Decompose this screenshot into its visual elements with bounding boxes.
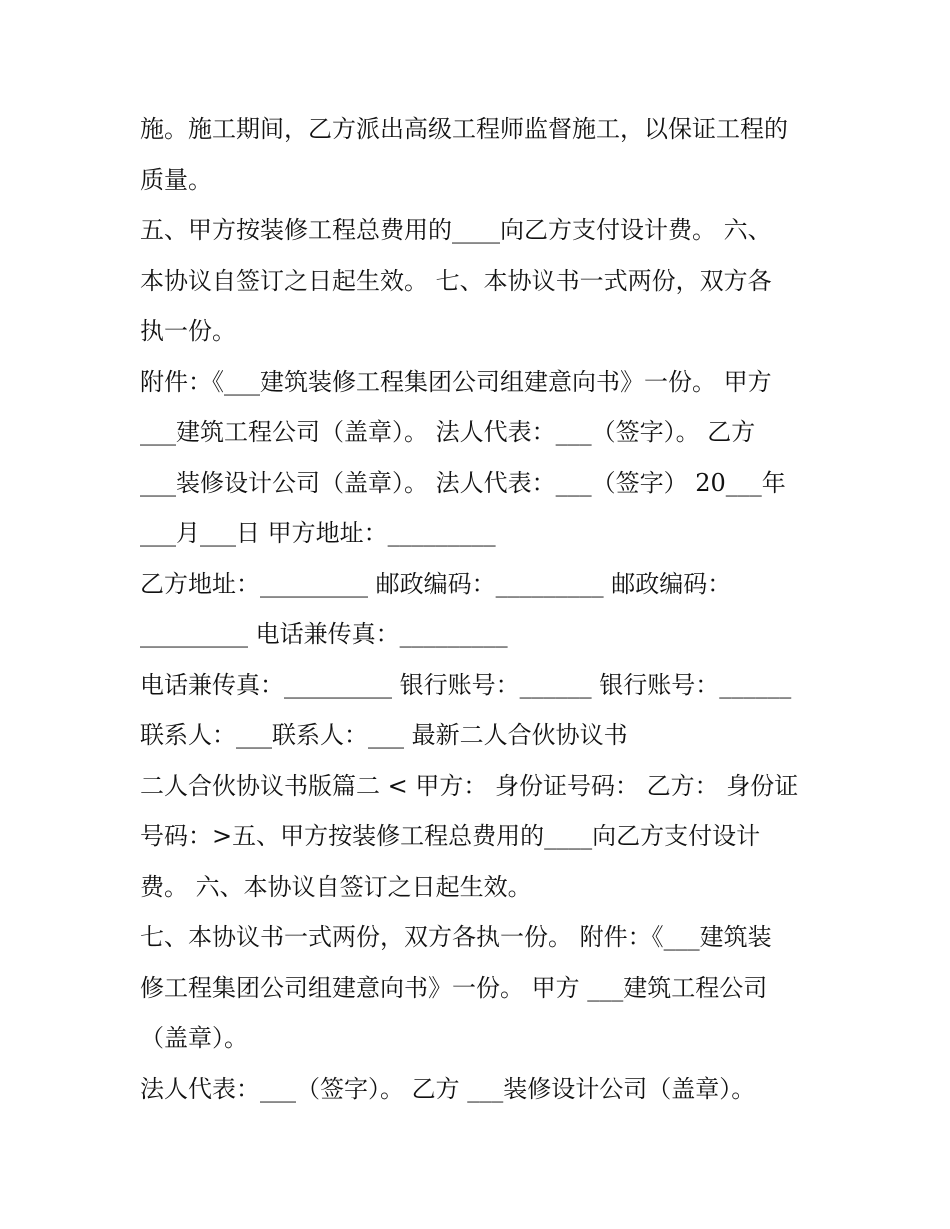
text-line: （盖章）。 — [140, 1024, 248, 1052]
text-line: 五、甲方按装修工程总费用的____向乙方支付设计费。 六、 — [140, 216, 772, 244]
text-line: 费。 六、本协议自签订之日起生效。 — [140, 872, 532, 901]
text-line: ___装修设计公司（盖章）。 法人代表：___（签字） 20___年 — [140, 468, 786, 497]
text-line: ___月___日 甲方地址：_________ — [140, 519, 496, 547]
text-line: 执一份。 — [140, 317, 236, 345]
document-body — [140, 104, 820, 1114]
text-line: 联系人：___联系人：___ 最新二人合伙协议书 — [140, 721, 628, 749]
text-line: 施。施工期间，乙方派出高级工程师监督施工，以保证工程的 — [140, 115, 788, 143]
text-line: 七、本协议书一式两份，双方各执一份。 附件：《___建筑装 — [140, 923, 772, 951]
text-line: _________ 电话兼传真：_________ — [140, 620, 508, 648]
text-line: 法人代表：___（签字）。 乙方 ___装修设计公司（盖章）。 — [140, 1074, 756, 1103]
text-line: 号码：>五、甲方按装修工程总费用的____向乙方支付设计 — [140, 822, 761, 850]
text-line: 电话兼传真：_________ 银行账号：______ 银行账号：______ — [140, 670, 792, 699]
text-line: 附件：《___建筑装修工程集团公司组建意向书》一份。 甲方 — [140, 367, 772, 396]
text-line: 二人合伙协议书版篇二 < 甲方： 身份证号码： 乙方： 身份证 — [140, 771, 799, 800]
text-line: 乙方地址：_________ 邮政编码：_________ 邮政编码： — [140, 569, 732, 598]
text-line: 本协议自签订之日起生效。 七、本协议书一式两份，双方各 — [140, 266, 772, 295]
text-line: ___建筑工程公司（盖章）。 法人代表：___（签字）。 乙方 — [140, 418, 756, 446]
text-line: 质量。 — [140, 165, 212, 194]
text-line: 修工程集团公司组建意向书》一份。 甲方 ___建筑工程公司 — [140, 973, 768, 1002]
